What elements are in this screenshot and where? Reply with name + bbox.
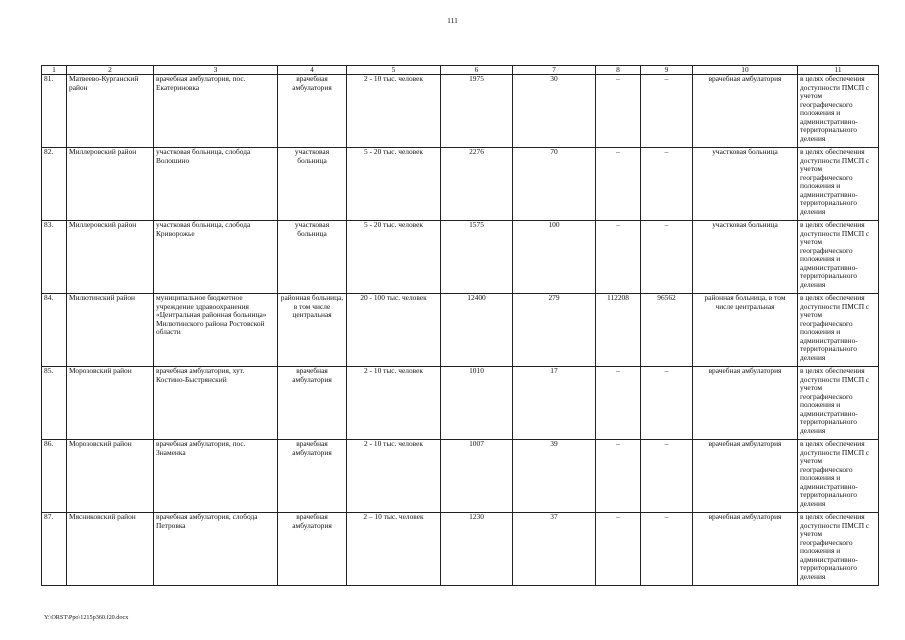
- facility-name-cell: врачебная амбулатория, хут. Костино-Быстрянский: [154, 367, 278, 440]
- table-row: [42, 294, 879, 367]
- value-col9-cell: –: [641, 513, 693, 586]
- value-col8-cell: –: [596, 221, 641, 294]
- facility-name-cell: участковая больница, слобода Криворожье: [154, 221, 278, 294]
- value-col7-cell: 37: [513, 513, 596, 586]
- value-col7-cell: 39: [513, 440, 596, 513]
- column-header-5: 5: [347, 66, 441, 75]
- column-header-10: 10: [693, 66, 798, 75]
- column-header-9: 9: [641, 66, 693, 75]
- facility-type-cell: врачебная амбулатория: [278, 440, 347, 513]
- population-range-cell: 2 - 10 тыс. человек: [347, 367, 441, 440]
- row-number-cell: 85.: [42, 367, 67, 440]
- justification-cell: в целях обеспечения доступности ПМСП с учетом географического положения и административно-территориального деления: [798, 294, 879, 367]
- file-path-footer: Y:\ORST\Ppo\1215p360.f20.docx: [44, 614, 129, 621]
- district-cell: Морозовский район: [67, 440, 154, 513]
- facility-type-cell: врачебная амбулатория: [278, 367, 347, 440]
- table-body: [42, 75, 879, 586]
- column-header-1: 1: [42, 66, 67, 75]
- justification-cell: в целях обеспечения доступности ПМСП с учетом географического положения и административно-территориального деления: [798, 367, 879, 440]
- justification-cell: в целях обеспечения доступности ПМСП с учетом географического положения и административно-территориального деления: [798, 440, 879, 513]
- population-range-cell: 2 - 10 тыс. человек: [347, 75, 441, 148]
- facility-type-cell: врачебная амбулатория: [278, 75, 347, 148]
- row-number-cell: 84.: [42, 294, 67, 367]
- value-col8-cell: –: [596, 440, 641, 513]
- facility-type-cell: участковая больница: [278, 221, 347, 294]
- value-col6-cell: 1975: [441, 75, 513, 148]
- target-type-cell: районная больница, в том числе центральная: [693, 294, 798, 367]
- justification-cell: в целях обеспечения доступности ПМСП с учетом географического положения и административно-территориального деления: [798, 513, 879, 586]
- column-header-3: 3: [154, 66, 278, 75]
- district-cell: Миллеровский район: [67, 148, 154, 221]
- column-header-7: 7: [513, 66, 596, 75]
- value-col8-cell: –: [596, 148, 641, 221]
- district-cell: Миллеровский район: [67, 221, 154, 294]
- facility-name-cell: участковая больница, слобода Волошино: [154, 148, 278, 221]
- justification-cell: в целях обеспечения доступности ПМСП с учетом географического положения и административно-территориального деления: [798, 148, 879, 221]
- value-col9-cell: –: [641, 440, 693, 513]
- value-col9-cell: –: [641, 148, 693, 221]
- page-number: 111: [447, 16, 458, 25]
- row-number-cell: 87.: [42, 513, 67, 586]
- table-row: [42, 440, 879, 513]
- facilities-table: [41, 65, 879, 586]
- column-header-11: 11: [798, 66, 879, 75]
- column-header-4: 4: [278, 66, 347, 75]
- facility-name-cell: врачебная амбулатория, слобода Петровка: [154, 513, 278, 586]
- table-row: [42, 148, 879, 221]
- value-col7-cell: 100: [513, 221, 596, 294]
- facility-type-cell: участковая больница: [278, 148, 347, 221]
- district-cell: Матвеево-Курганский район: [67, 75, 154, 148]
- table-row: [42, 221, 879, 294]
- population-range-cell: 5 - 20 тыс. человек: [347, 221, 441, 294]
- value-col7-cell: 17: [513, 367, 596, 440]
- value-col8-cell: –: [596, 513, 641, 586]
- column-header-6: 6: [441, 66, 513, 75]
- justification-cell: в целях обеспечения доступности ПМСП с учетом географического положения и административно-территориального деления: [798, 75, 879, 148]
- row-number-cell: 86.: [42, 440, 67, 513]
- population-range-cell: 5 - 20 тыс. человек: [347, 148, 441, 221]
- value-col6-cell: 1575: [441, 221, 513, 294]
- value-col6-cell: 1230: [441, 513, 513, 586]
- target-type-cell: врачебная амбулатория: [693, 513, 798, 586]
- value-col9-cell: –: [641, 367, 693, 440]
- row-number-cell: 82.: [42, 148, 67, 221]
- value-col6-cell: 1010: [441, 367, 513, 440]
- population-range-cell: 2 - 10 тыс. человек: [347, 440, 441, 513]
- facility-name-cell: врачебная амбулатория, пос. Знаменка: [154, 440, 278, 513]
- value-col8-cell: –: [596, 75, 641, 148]
- table-row: [42, 367, 879, 440]
- value-col9-cell: 96562: [641, 294, 693, 367]
- header-row: [42, 66, 879, 75]
- target-type-cell: врачебная амбулатория: [693, 367, 798, 440]
- value-col9-cell: –: [641, 75, 693, 148]
- population-range-cell: 20 - 100 тыс. человек: [347, 294, 441, 367]
- target-type-cell: врачебная амбулатория: [693, 440, 798, 513]
- district-cell: Милютинский район: [67, 294, 154, 367]
- row-number-cell: 83.: [42, 221, 67, 294]
- justification-cell: в целях обеспечения доступности ПМСП с учетом географического положения и административно-территориального деления: [798, 221, 879, 294]
- row-number-cell: 81.: [42, 75, 67, 148]
- target-type-cell: участковая больница: [693, 148, 798, 221]
- value-col6-cell: 12400: [441, 294, 513, 367]
- district-cell: Мясниковский район: [67, 513, 154, 586]
- value-col8-cell: –: [596, 367, 641, 440]
- table-header: [42, 66, 879, 75]
- value-col7-cell: 30: [513, 75, 596, 148]
- table-row: [42, 513, 879, 586]
- facility-name-cell: муниципальное бюджетное учреждение здравоохранения «Центральная районная больница» Милютинского района Ростовской области: [154, 294, 278, 367]
- target-type-cell: врачебная амбулатория: [693, 75, 798, 148]
- value-col6-cell: 1007: [441, 440, 513, 513]
- value-col9-cell: –: [641, 221, 693, 294]
- value-col7-cell: 70: [513, 148, 596, 221]
- facility-name-cell: врачебная амбулатория, пос. Екатериновка: [154, 75, 278, 148]
- value-col8-cell: 112208: [596, 294, 641, 367]
- facility-type-cell: врачебная амбулатория: [278, 513, 347, 586]
- facility-type-cell: районная больница, в том числе центральная: [278, 294, 347, 367]
- target-type-cell: участковая больница: [693, 221, 798, 294]
- column-header-2: 2: [67, 66, 154, 75]
- district-cell: Морозовский район: [67, 367, 154, 440]
- value-col6-cell: 2276: [441, 148, 513, 221]
- value-col7-cell: 279: [513, 294, 596, 367]
- table-row: [42, 75, 879, 148]
- population-range-cell: 2 – 10 тыс. человек: [347, 513, 441, 586]
- column-header-8: 8: [596, 66, 641, 75]
